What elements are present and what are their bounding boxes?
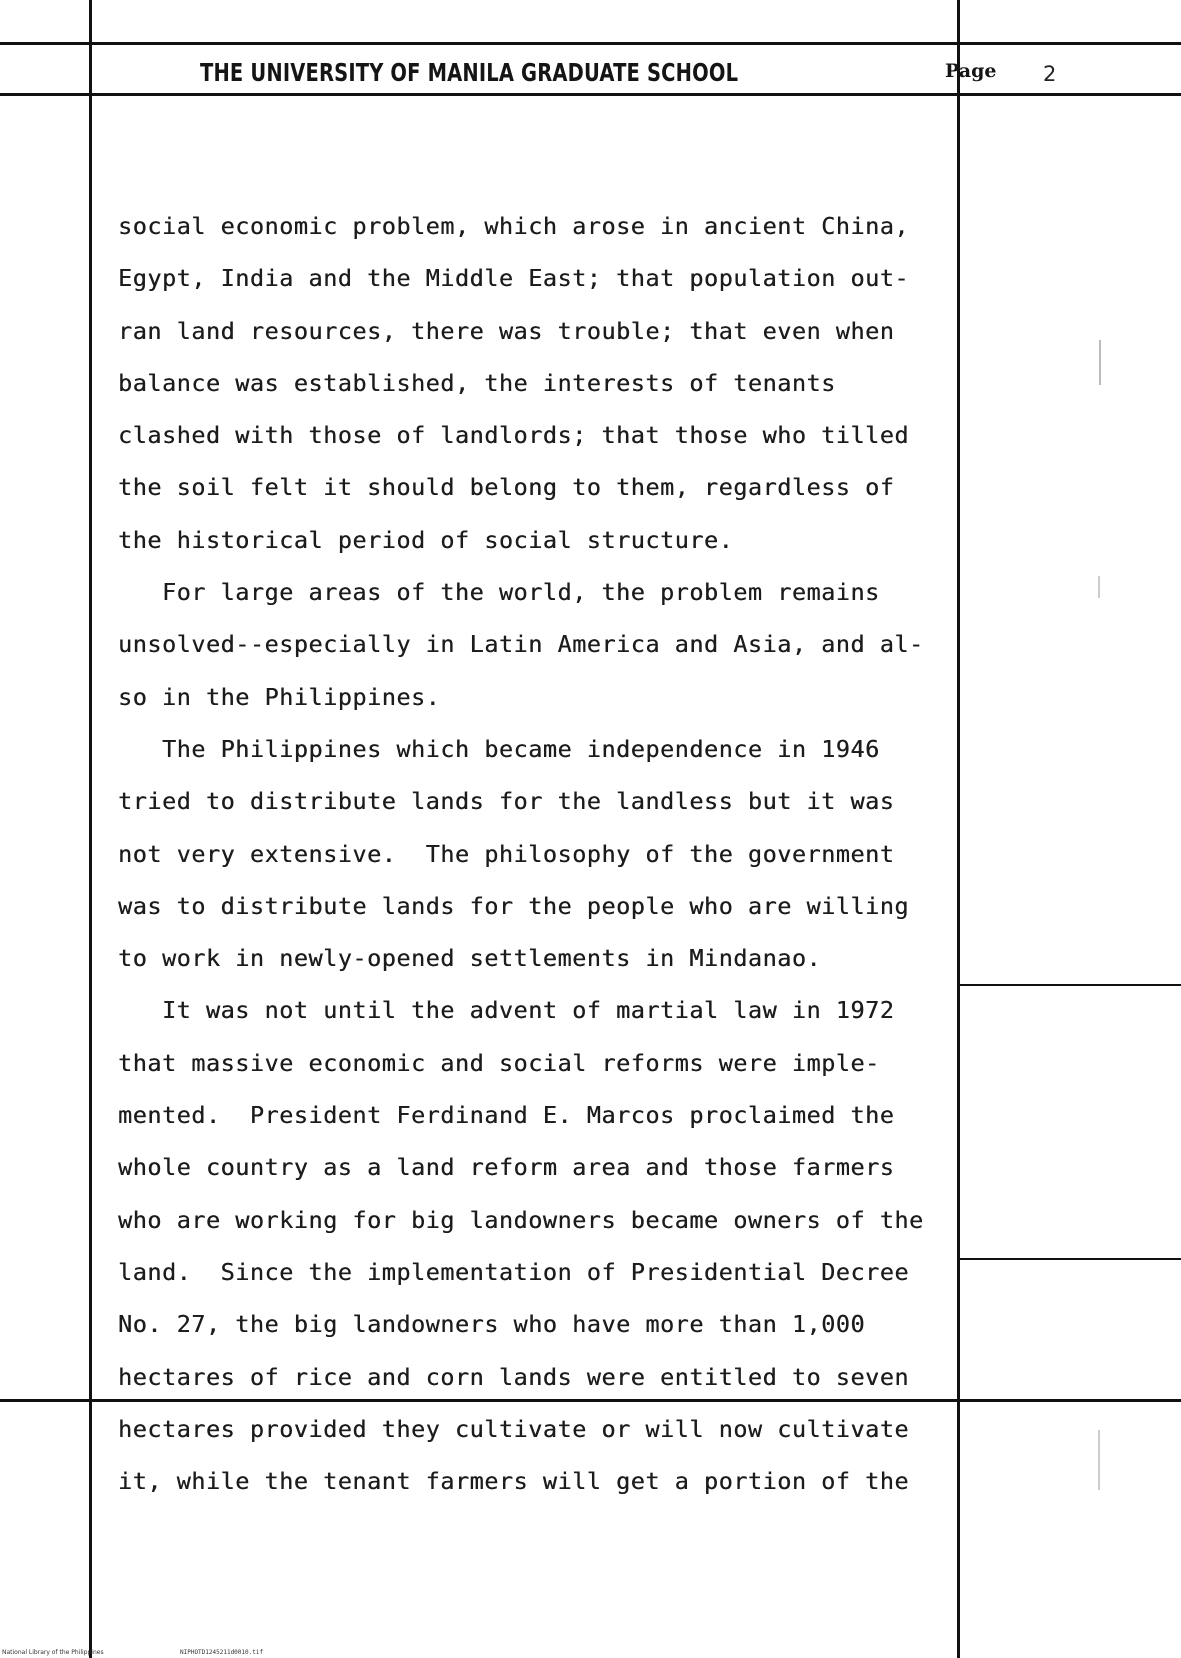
text-line: mented. President Ferdinand E. Marcos proclaimed the bbox=[118, 1101, 895, 1130]
text-line: The Philippines which became independence in 1946 bbox=[118, 734, 880, 763]
page-number: 2 bbox=[1043, 62, 1057, 86]
text-line: who are working for big landowners became owners of the bbox=[118, 1205, 924, 1234]
text-line: unsolved--especially in Latin America and Asia, and al- bbox=[118, 630, 924, 659]
page-label: Page bbox=[945, 60, 997, 82]
text-line: the historical period of social structure. bbox=[118, 525, 734, 554]
left-margin-rule bbox=[89, 0, 92, 1658]
text-line: whole country as a land reform area and those farmers bbox=[118, 1153, 895, 1182]
text-line: tried to distribute lands for the landless but it was bbox=[118, 787, 895, 816]
scan-speck bbox=[1098, 1430, 1100, 1490]
header-title: THE UNIVERSITY OF MANILA GRADUATE SCHOOL bbox=[200, 58, 739, 87]
scan-speck bbox=[1098, 576, 1100, 598]
scan-speck bbox=[1099, 340, 1101, 385]
text-line: the soil felt it should belong to them, regardless of bbox=[118, 473, 895, 502]
header-top-rule bbox=[0, 42, 1181, 45]
text-line: No. 27, the big landowners who have more than 1,000 bbox=[118, 1310, 866, 1339]
text-line: social economic problem, which arose in ancient China, bbox=[118, 212, 910, 240]
text-line: hectares of rice and corn lands were entitled to seven bbox=[118, 1362, 910, 1391]
text-line: not very extensive. The philosophy of the government bbox=[118, 839, 895, 868]
body-text bbox=[118, 200, 1018, 1507]
text-line: so in the Philippines. bbox=[118, 682, 441, 711]
text-line: balance was established, the interests of tenants bbox=[118, 368, 836, 397]
header-bottom-rule bbox=[0, 93, 1181, 96]
footer-file-ref: NIPHOTD1245211d0010.tif bbox=[180, 1649, 264, 1656]
text-line: land. Since the implementation of Presidential Decree bbox=[118, 1257, 910, 1286]
text-line: For large areas of the world, the problem remains bbox=[118, 578, 880, 607]
text-line: hectares provided they cultivate or will now cultivate bbox=[118, 1414, 910, 1443]
text-line: ran land resources, there was trouble; that even when bbox=[118, 316, 895, 345]
text-line: Egypt, India and the Middle East; that population out- bbox=[118, 264, 910, 293]
footer-source-note: National Library of the Philippines bbox=[2, 1649, 104, 1656]
text-line: it, while the tenant farmers will get a portion of the bbox=[118, 1467, 910, 1496]
text-line: that massive economic and social reforms were imple- bbox=[118, 1048, 880, 1077]
text-line: clashed with those of landlords; that those who tilled bbox=[118, 421, 910, 450]
text-line: It was not until the advent of martial law in 1972 bbox=[118, 996, 895, 1025]
text-line: to work in newly-opened settlements in Mindanao. bbox=[118, 944, 822, 973]
text-line: was to distribute lands for the people who are willing bbox=[118, 891, 910, 920]
